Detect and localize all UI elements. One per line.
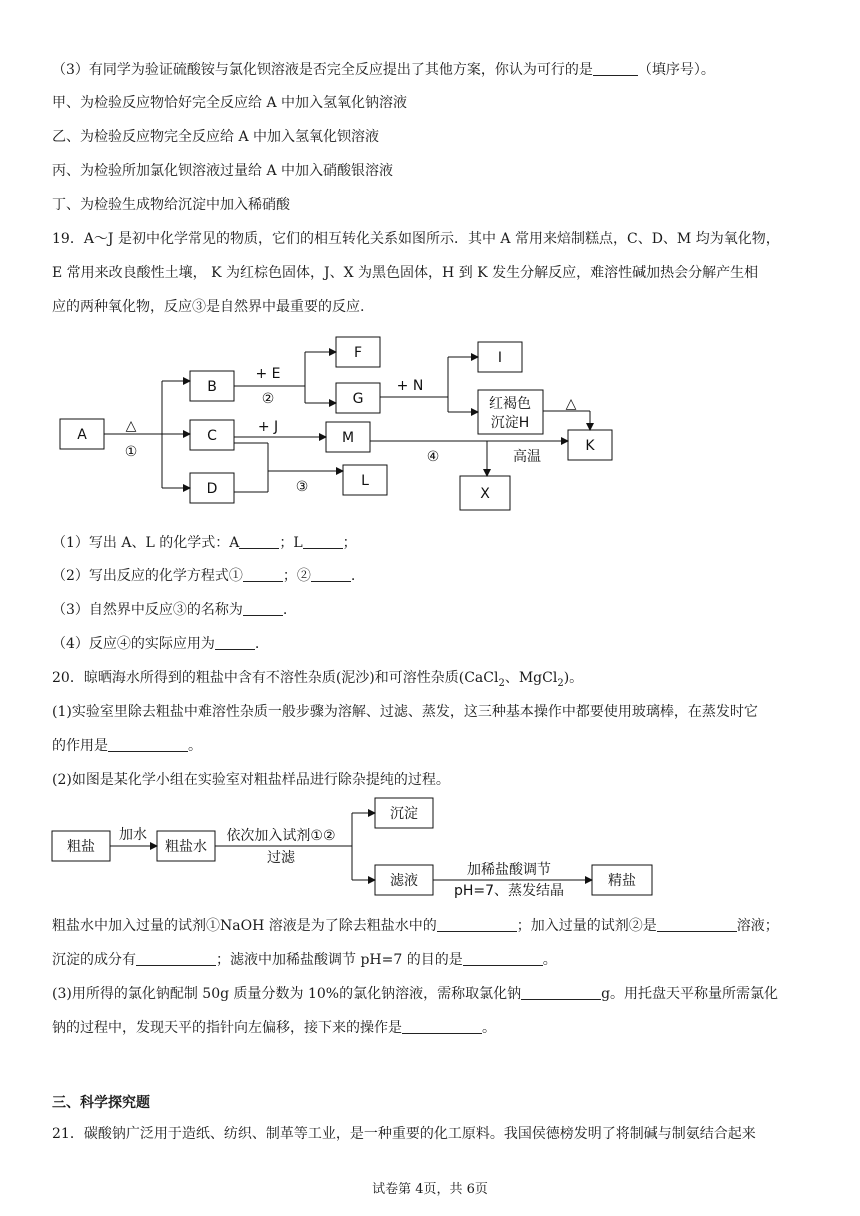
label-C: C bbox=[207, 428, 217, 444]
plus-J-label: + J bbox=[257, 419, 279, 435]
reaction-4-label: ④ bbox=[426, 449, 440, 465]
reaction-1-label: ① bbox=[124, 444, 138, 460]
q20-p2: (2)如图是某化学小组在实验室对粗盐样品进行除杂提纯的过程。 bbox=[52, 772, 450, 788]
label-filtrate: 滤液 bbox=[390, 873, 418, 889]
label-acid-adjust: 加稀盐酸调节 bbox=[467, 862, 551, 878]
q20-p1-line1: (1)实验室里除去粗盐中难溶性杂质一般步骤为溶解、过滤、蒸发，这三种基本操作中都要使用玻璃棒，在蒸发时它 bbox=[52, 704, 758, 720]
answer-blank[interactable] bbox=[463, 951, 543, 966]
label-add-water: 加水 bbox=[119, 827, 147, 843]
label-add-reagents: 依次加入试剂①② bbox=[226, 828, 336, 844]
q18-option-2: 乙、为检验反应物完全反应给 A 中加入氢氧化钡溶液 bbox=[52, 129, 380, 145]
q20-p1-line2: 的作用是 。 bbox=[52, 738, 202, 754]
q20-p3-line2: 钠的过程中，发现天平的指针向左偏移，接下来的操作是 。 bbox=[52, 1020, 496, 1036]
label-G: G bbox=[352, 391, 364, 407]
q19-intro-2: E 常用来改良酸性土壤， K 为红棕色固体，J、X 为黑色固体，H 到 K 发生分解反应，难溶性碱加热会分解产生相 bbox=[52, 265, 759, 281]
plus-E-label: + E bbox=[255, 366, 281, 382]
q19-sub2: （2）写出反应的化学方程式① ；② . bbox=[52, 568, 356, 584]
label-I: I bbox=[497, 350, 503, 366]
answer-blank[interactable] bbox=[437, 917, 517, 932]
page-footer: 试卷第 4页，共 6页 bbox=[372, 1182, 488, 1197]
q19-intro-1: 19．A～J 是初中化学常见的物质，它们的相互转化关系如图所示．其中 A 常用来焙制糕点，C、D、M 均为氧化物， bbox=[52, 231, 780, 247]
label-H-line1: 红褐色 bbox=[489, 396, 531, 412]
label-B: B bbox=[207, 379, 217, 395]
answer-blank[interactable] bbox=[521, 985, 601, 1000]
label-A: A bbox=[77, 427, 87, 443]
label-precipitate: 沉淀 bbox=[390, 806, 418, 822]
label-salt-water: 粗盐水 bbox=[165, 839, 207, 855]
label-K: K bbox=[585, 438, 595, 454]
q20-p2-line1: 粗盐水中加入过量的试剂①NaOH 溶液是为了除去粗盐水中的 ；加入过量的试剂②是 溶液； bbox=[52, 918, 779, 934]
section-title: 三、科学探究题 bbox=[52, 1095, 150, 1111]
label-H-line2: 沉淀H bbox=[490, 415, 530, 431]
label-filter: 过滤 bbox=[267, 850, 295, 866]
q20-intro: 20．晾晒海水所得到的粗盐中含有不溶性杂质(泥沙)和可溶性杂质(CaCl$_2$、MgCl$_2$)。 bbox=[52, 670, 584, 689]
q19-sub1: （1）写出 A、L 的化学式：A ；L ； bbox=[52, 535, 357, 551]
label-refined-salt: 精盐 bbox=[608, 873, 636, 889]
label-crude-salt: 粗盐 bbox=[67, 839, 95, 855]
q19-sub3: （3）自然界中反应③的名称为 . bbox=[52, 602, 288, 618]
q18-option-1: 甲、为检验反应物恰好完全反应给 A 中加入氢氧化钠溶液 bbox=[52, 95, 408, 111]
label-X: X bbox=[480, 486, 490, 502]
reaction-3-label: ③ bbox=[295, 479, 309, 495]
label-D: D bbox=[206, 481, 218, 497]
high-temp-label: 高温 bbox=[513, 449, 541, 465]
q18-part3: （3）有同学为验证硫酸铵与氯化钡溶液是否完全反应提出了其他方案，你认为可行的是 （填序号）。 bbox=[52, 62, 715, 78]
q19-intro-3: 应的两种氧化物，反应③是自然界中最重要的反应. bbox=[52, 299, 365, 315]
q18-option-3: 丙、为检验所加氯化钡溶液过量给 A 中加入硝酸银溶液 bbox=[52, 163, 394, 179]
plus-N-label: + N bbox=[396, 378, 424, 394]
heat-symbol-2: △ bbox=[565, 396, 577, 412]
heat-symbol-1: △ bbox=[125, 418, 137, 434]
q21-intro: 21．碳酸钠广泛用于造纸、纺织、制革等工业，是一种重要的化工原料。我国侯德榜发明了将制碱与制氨结合起来 bbox=[52, 1126, 756, 1142]
q20-p2-line2: 沉淀的成分有 ；滤液中加稀盐酸调节 pH=7 的目的是 。 bbox=[52, 952, 557, 968]
q20-p3-line1: (3)用所得的氯化钠配制 50g 质量分数为 10%的氯化钠溶液，需称取氯化钠 g。用托盘天平称量所需氯化 bbox=[52, 986, 779, 1002]
label-L: L bbox=[361, 473, 369, 489]
answer-blank[interactable] bbox=[402, 1019, 482, 1034]
answer-blank[interactable] bbox=[657, 917, 737, 932]
label-M: M bbox=[341, 430, 355, 446]
label-ph-evap: pH=7、蒸发结晶 bbox=[453, 883, 565, 899]
q19-sub4: （4）反应④的实际应用为 . bbox=[52, 636, 260, 652]
reaction-2-label: ② bbox=[261, 391, 275, 407]
label-F: F bbox=[353, 345, 363, 361]
q18-option-4: 丁、为检验生成物给沉淀中加入稀硝酸 bbox=[52, 197, 290, 213]
answer-blank[interactable] bbox=[136, 951, 216, 966]
